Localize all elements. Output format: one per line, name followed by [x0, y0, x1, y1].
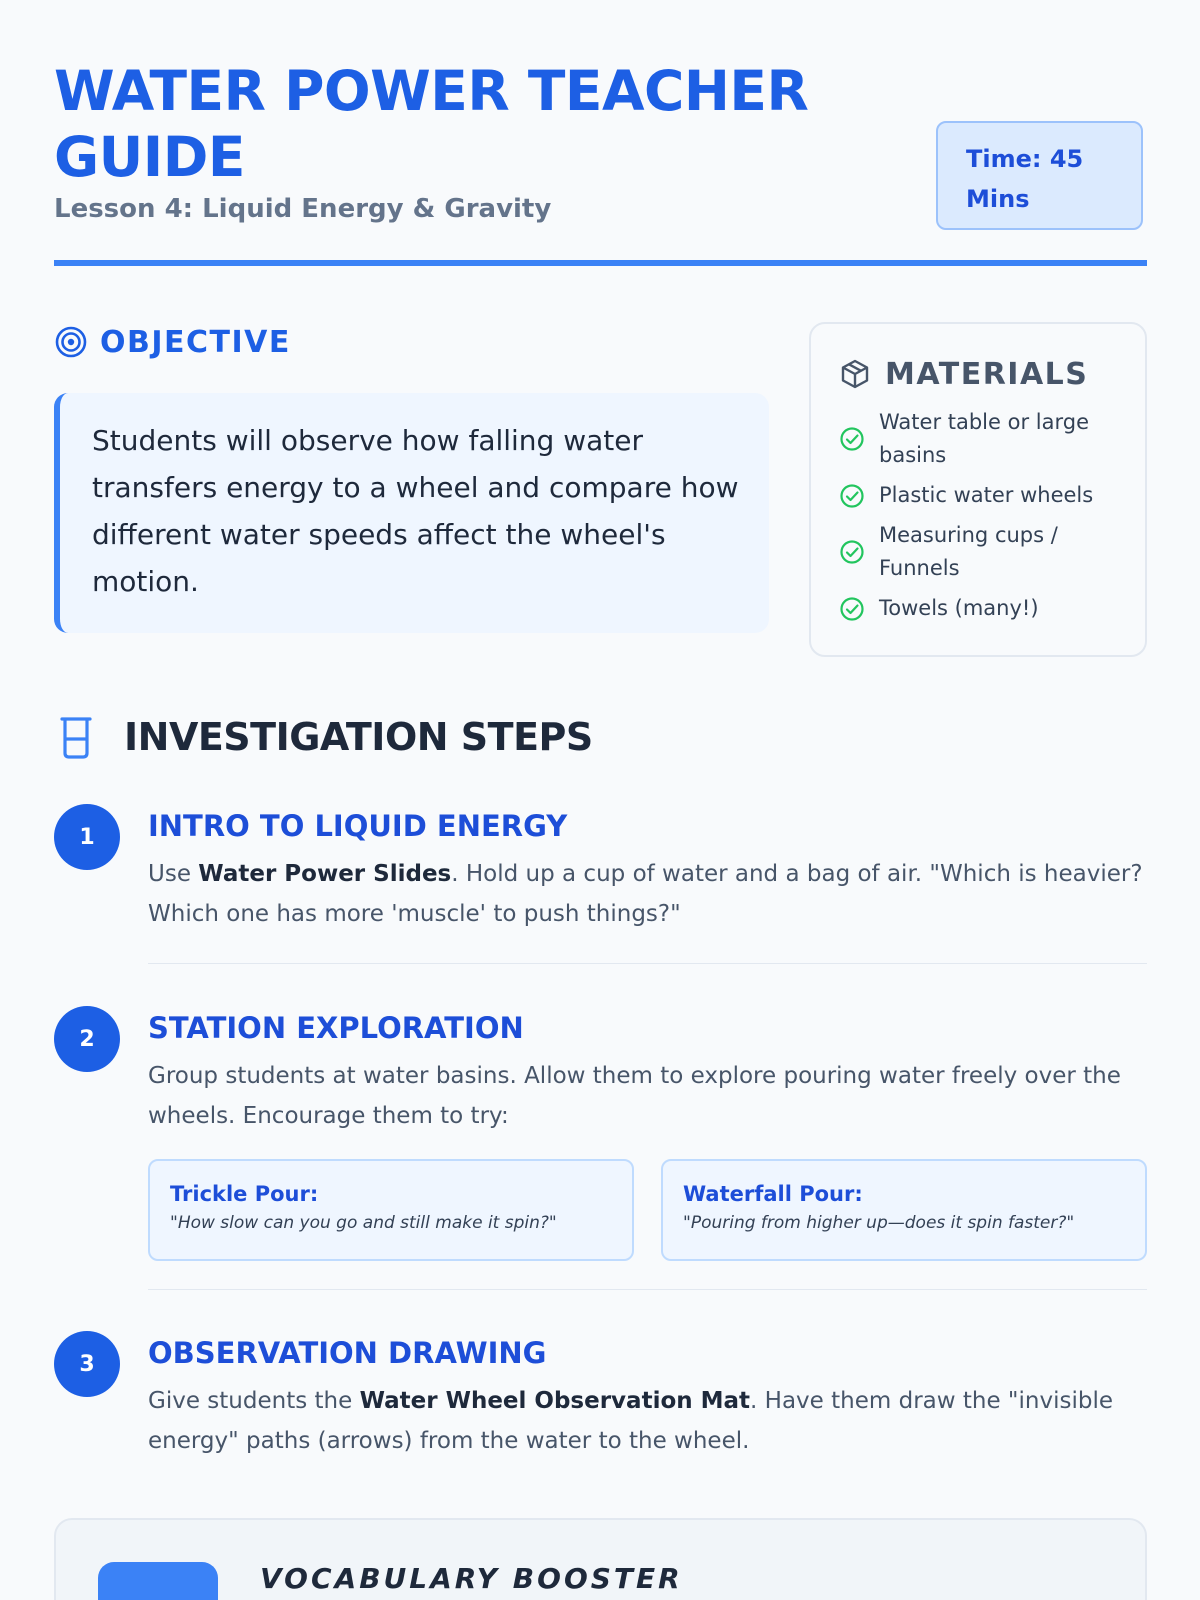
check-circle-icon — [839, 596, 865, 622]
pour-card-title: Waterfall Pour: — [683, 1182, 863, 1206]
time-badge: Time: 45 Mins — [936, 121, 1143, 230]
step-body — [148, 808, 1147, 934]
objective-heading-label: OBJECTIVE — [100, 324, 291, 360]
materials-item-label: Water table or large basins — [879, 410, 1089, 467]
step-number-badge: 1 — [54, 804, 120, 870]
vocabulary-booster-card — [54, 1518, 1147, 1600]
trickle-pour-card — [148, 1159, 634, 1261]
page-header — [54, 54, 1147, 268]
step-text-part: . Hold up a cup of water and a bag of air. "Which is heavier? Which one has more 'muscle' to push things?" — [148, 861, 1143, 927]
materials-item — [839, 406, 1119, 472]
step-title: INTRO TO LIQUID ENERGY — [148, 809, 568, 843]
step-text: Group students at water basins. Allow them to explore pouring water freely over the wheels. Encourage them to try: — [148, 1063, 1121, 1129]
check-circle-icon — [839, 426, 865, 452]
objective-text: Students will observe how falling water transfers energy to a wheel and compare how different water speeds affect the wheel's motion. — [54, 393, 769, 633]
box-icon — [839, 358, 871, 390]
materials-heading — [839, 352, 1119, 396]
materials-item-label: Measuring cups / Funnels — [879, 523, 1058, 580]
materials-heading-label: MATERIALS — [885, 356, 1089, 392]
step-number-badge: 2 — [54, 1006, 120, 1072]
step-text-bold: Water Power Slides — [198, 861, 452, 887]
pour-card-title: Trickle Pour: — [170, 1182, 319, 1206]
materials-item — [839, 479, 1119, 512]
materials-item-label: Towels (many!) — [879, 596, 1039, 620]
step-body — [148, 1010, 1147, 1136]
check-circle-icon — [839, 539, 865, 565]
materials-item-label: Plastic water wheels — [879, 483, 1094, 507]
step-body — [148, 1335, 1147, 1461]
header-divider — [54, 260, 1147, 266]
materials-card — [809, 322, 1147, 657]
steps-heading-label: INVESTIGATION STEPS — [124, 715, 593, 759]
waterfall-pour-card — [661, 1159, 1147, 1261]
pour-card-quote: "How slow can you go and still make it spin?" — [170, 1213, 557, 1233]
beaker-icon — [54, 713, 98, 761]
materials-list — [839, 406, 1119, 625]
step-text-part: Use — [148, 861, 199, 887]
lesson-subtitle: Lesson 4: Liquid Energy & Gravity — [54, 194, 552, 224]
step-number-badge: 3 — [54, 1331, 120, 1397]
step-text-part: . Have them draw the "invisible energy" paths (arrows) from the water to the wheel. — [148, 1388, 1113, 1454]
objective-heading — [54, 322, 291, 362]
step-divider — [148, 963, 1147, 964]
vocabulary-icon — [98, 1562, 218, 1600]
steps-heading — [54, 712, 593, 762]
step-divider — [148, 1289, 1147, 1290]
page-title: WATER POWER TEACHER GUIDE — [54, 59, 809, 189]
step-text — [148, 854, 1147, 934]
step-text — [148, 1381, 1147, 1461]
check-circle-icon — [839, 483, 865, 509]
materials-item — [839, 592, 1119, 625]
pour-card-quote: "Pouring from higher up—does it spin faster?" — [683, 1213, 1075, 1233]
materials-item — [839, 519, 1119, 585]
step-title: STATION EXPLORATION — [148, 1011, 524, 1045]
step-text-part: Give students the — [148, 1388, 360, 1414]
vocabulary-heading: VOCABULARY BOOSTER — [260, 1562, 683, 1595]
teacher-guide-page — [54, 0, 1147, 1600]
step-text-bold: Water Wheel Observation Mat — [359, 1388, 751, 1414]
target-icon — [54, 325, 88, 359]
step-title: OBSERVATION DRAWING — [148, 1336, 547, 1370]
